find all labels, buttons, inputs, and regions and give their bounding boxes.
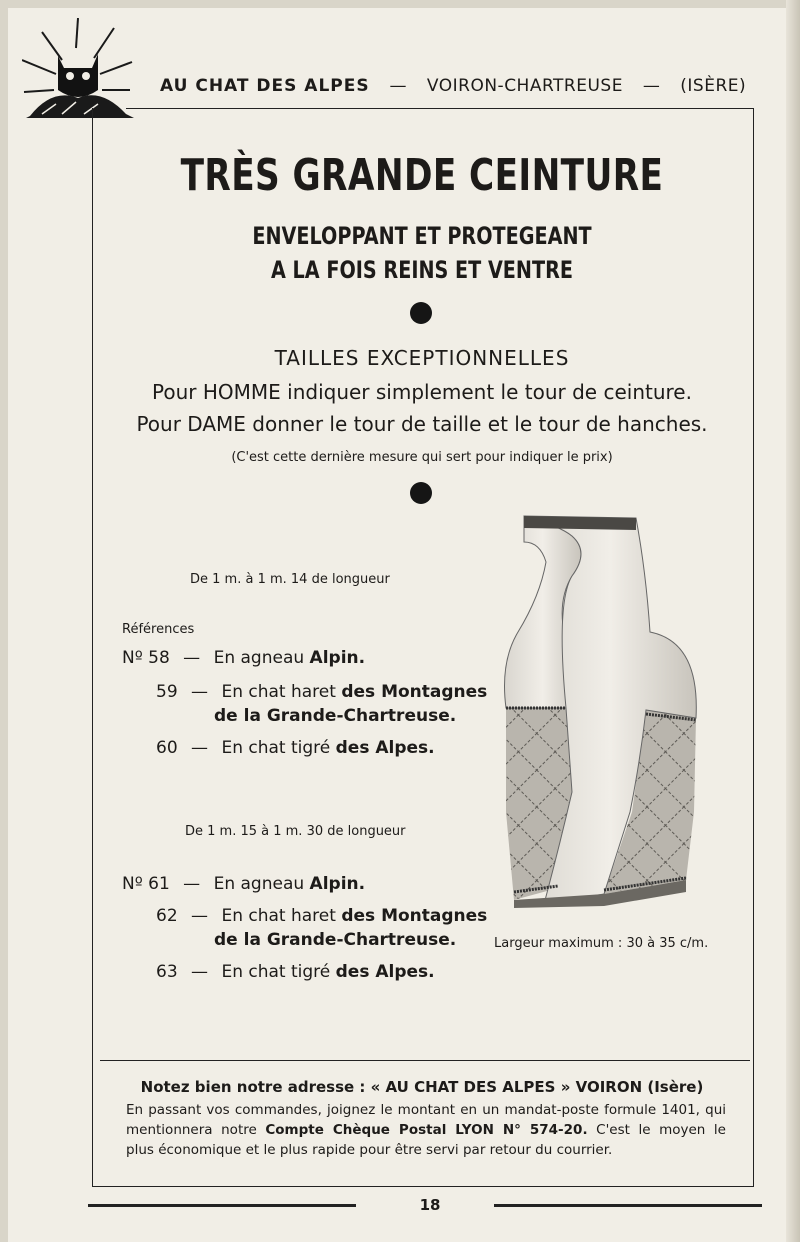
ref-number: Nº 61	[122, 874, 170, 894]
shop-name: AU CHAT DES ALPES	[160, 76, 370, 96]
ref-line-2: de la Grande-Chartreuse.	[214, 930, 457, 950]
list-item	[122, 874, 365, 894]
ref-bold: Alpin.	[309, 874, 366, 894]
footer-rule-left	[88, 1204, 356, 1207]
address-rule	[100, 1060, 750, 1061]
list-item	[156, 738, 435, 758]
page-title: TRÈS GRANDE CEINTURE	[180, 150, 664, 201]
ref-number: 62	[156, 906, 178, 926]
ref-text: En chat tigré	[221, 962, 336, 982]
postal-account: Compte Chèque Postal LYON N° 574-20.	[265, 1122, 588, 1138]
ref-bold: des Montagnes	[341, 906, 488, 926]
address-line-2-pre: mentionnera notre	[126, 1122, 266, 1138]
ref-dash: —	[191, 738, 209, 758]
ref-bold: des Alpes.	[335, 738, 435, 758]
sizes-heading: TAILLES EXCEPTIONNELLES	[274, 346, 570, 370]
subtitle-line-2: A LA FOIS REINS ET VENTRE	[271, 256, 573, 284]
ref-line-2: de la Grande-Chartreuse.	[214, 706, 457, 726]
ref-number: 63	[156, 962, 178, 982]
address-line-2	[126, 1122, 726, 1138]
garment-illustration	[500, 512, 706, 912]
address-line-1: En passant vos commandes, joignez le montant en un mandat-poste formule 1401, qui	[126, 1102, 726, 1118]
address-title: Notez bien notre adresse : « AU CHAT DES ALPES » VOIRON (Isère)	[140, 1078, 704, 1096]
shop-location: VOIRON-CHARTREUSE	[426, 76, 623, 96]
ref-dash: —	[191, 906, 209, 926]
address-line-2-post: C'est le moyen le	[587, 1122, 726, 1138]
bullet-dot-icon	[410, 302, 432, 324]
ref-text: En chat haret	[221, 906, 342, 926]
ref-bold: des Montagnes	[341, 682, 488, 702]
ref-dash: —	[191, 682, 209, 702]
ref-text: En agneau	[213, 874, 310, 894]
ref-text: En chat haret	[221, 682, 342, 702]
ref-text: En agneau	[213, 648, 310, 668]
bullet-dot-icon	[410, 482, 432, 504]
length-range-2: De 1 m. 15 à 1 m. 30 de longueur	[185, 824, 406, 839]
address-line-3: plus économique et le plus rapide pour être servi par retour du courrier.	[126, 1142, 613, 1158]
price-note: (C'est cette dernière mesure qui sert pour indiquer le prix)	[231, 450, 613, 465]
list-item	[156, 682, 487, 702]
width-note: Largeur maximum : 30 à 35 c/m.	[494, 936, 709, 951]
ref-dash: —	[191, 962, 209, 982]
ref-bold: des Alpes.	[335, 962, 435, 982]
page-number: 18	[419, 1196, 441, 1214]
ref-text: En chat tigré	[221, 738, 336, 758]
footer-rule-right	[494, 1204, 762, 1207]
length-range-1: De 1 m. à 1 m. 14 de longueur	[190, 572, 390, 587]
ref-number: Nº 58	[122, 648, 170, 668]
ref-dash: —	[183, 648, 201, 668]
ref-number: 59	[156, 682, 178, 702]
shop-region: (ISÈRE)	[680, 76, 747, 96]
instruction-homme: Pour HOMME indiquer simplement le tour de ceinture.	[152, 380, 692, 404]
ref-bold: Alpin.	[309, 648, 366, 668]
ref-dash: —	[183, 874, 201, 894]
list-item	[156, 962, 435, 982]
list-item	[156, 906, 487, 926]
header-separator: —	[642, 76, 661, 96]
list-item	[122, 648, 365, 668]
subtitle-line-1: ENVELOPPANT ET PROTEGEANT	[252, 222, 592, 250]
ref-number: 60	[156, 738, 178, 758]
header-line	[160, 76, 746, 96]
header-separator: —	[389, 76, 408, 96]
instruction-dame: Pour DAME donner le tour de taille et le tour de hanches.	[136, 412, 708, 436]
references-label: Références	[122, 622, 195, 637]
page-binding-edge	[786, 0, 800, 1242]
